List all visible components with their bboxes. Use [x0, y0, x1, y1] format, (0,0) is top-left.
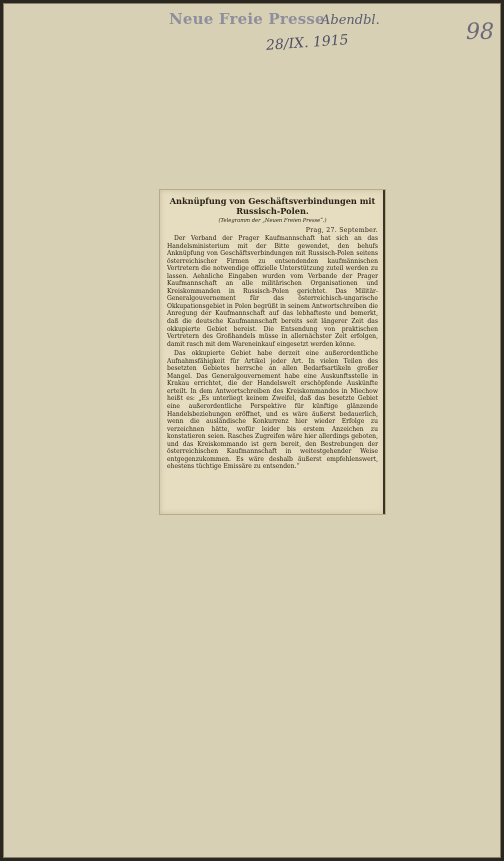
archive-sheet: [3, 3, 501, 858]
clipping-dateline: Prag, 27. September.: [305, 227, 378, 234]
newspaper-clipping: [159, 189, 386, 515]
clipping-source-line: (Telegramm der „Neuen Freien Presse“.): [218, 218, 327, 224]
newspaper-name-stamp: Neue Freie Presse: [169, 10, 325, 28]
handwritten-date: 28/IX. 1915: [265, 32, 350, 54]
clipping-column-rule: [383, 190, 385, 514]
clipping-paragraph-2: Das okkupierte Gebiet habe derzeit eine außerordentliche Aufnahmsfähigkeit für Artikel jeder Art. In vielen Teilen des besetzten Gebietes herrsche an allen Bedarfsartikeln großer Mangel. Das Generalgouvernement habe eine Auskunftsstelle in Krakau errichtet, die der Handelswelt erschöpfende Auskünfte erteilt. In dem Antwortschreiben des Kreiskommandos in Miechow heißt es: „Es unterliegt keinem Zweifel, daß das besetzte Gebiet eine außerordentliche Perspektive für künftige glänzende Handelsbeziehungen eröffnet, und es wäre äußerst bedauerlich, wenn die ausländische Konkurrenz hier wieder Erfolge zu verzeichnen hätte, wofür leider bis erstem Anzeichen zu konstatieren seien. Rasches Zugreifen wäre hier allerdings geboten, und das Kreiskommando ist gern bereit, den Bestrebungen der österreichischen Kaufmannschaft in weitestgehender Weise entgegenzukommen. Es wäre deshalb äußerst empfehlenswert, ehestens tüchtige Emissäre zu entsenden.“: [167, 350, 378, 471]
handwritten-edition-note: Abendbl.: [321, 13, 380, 28]
folio-number: 98: [466, 20, 494, 45]
clipping-paragraph-1: Der Verband der Prager Kaufmannschaft hat sich an das Handelsministerium mit der Bitte gewendet, den behufs Anknüpfung von Geschäftsverbindungen mit Russisch-Polen seitens österreichischer Firmen zu entsendenden kaufmännischen Vertretern die notwendige offizielle Unterstützung zuteil werden zu lassen. Aehnliche Eingaben wurden vom Verbande der Prager Kaufmannschaft an alle militärischen Organisationen und Kreiskommanden in Russisch-Polen gerichtet. Das Militär-Generalgouvernement für das österreichisch-ungarische Okkupationsgebiet in Polen begrüßt in seinem Antwortschreiben die Anregung der Kaufmannschaft auf das lebhafteste und bemerkt, daß die deutsche Kaufmannschaft bereits seit längerer Zeit das okkupierte Gebiet bereist. Die Entsendung von praktischen Vertretern des Großhandels müsse in allernächster Zeit erfolgen, damit rasch mit dem Wareneinkauf eingesetzt werden könne.: [167, 235, 378, 348]
clipping-headline: Anknüpfung von Geschäftsverbindungen mit Russisch-Polen.: [169, 196, 376, 216]
